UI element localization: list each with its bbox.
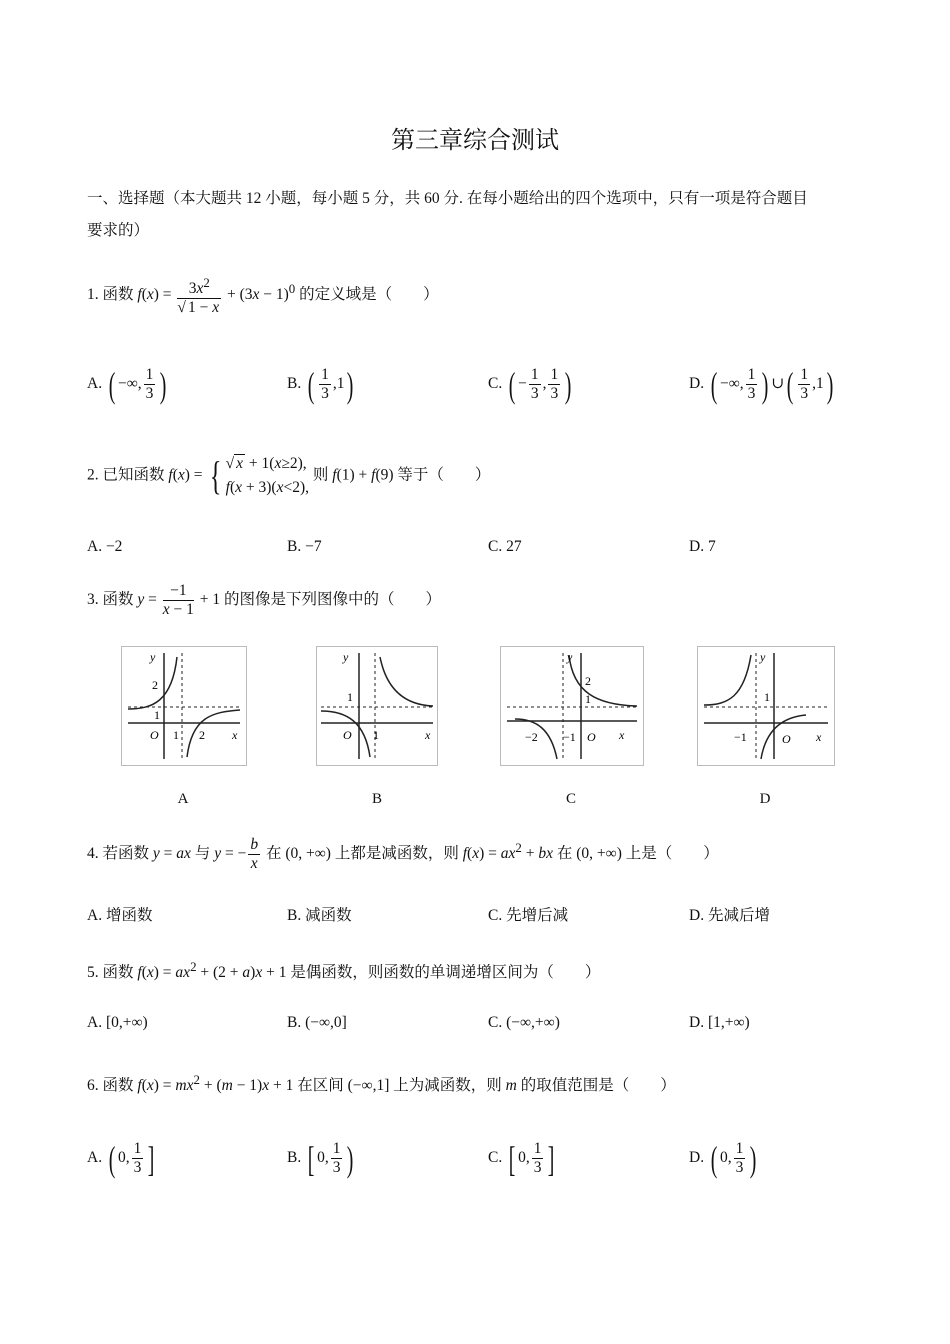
q6-option-c[interactable]: C. [ 0, $\frac{1}{3}$ ] xyxy=(488,1138,555,1179)
svg-text:O: O xyxy=(782,732,791,746)
q4-option-c[interactable]: C. 先增后减 xyxy=(488,907,569,924)
q1-option-d[interactable]: D. ( −∞, $\frac{1}{3}$ ) ∪( $\frac{1}{3}$ ,1) xyxy=(689,364,834,405)
page-title: 第三章综合测试 xyxy=(391,128,559,154)
svg-text:O: O xyxy=(150,728,159,742)
graph-d-plot xyxy=(698,647,834,765)
question-1: 1. 函数 f(x) = $\frac{3x^2}{√ 1 - x}$ + $(3x - 1)^0$ 的定义域是（ ） xyxy=(87,275,439,317)
svg-text:1: 1 xyxy=(154,708,160,722)
svg-text:x: x xyxy=(816,730,822,744)
q1-prefix: 1. 函数 xyxy=(87,286,134,304)
q1-suffix: 的定义域是（ ） xyxy=(299,286,439,304)
svg-text:x: x xyxy=(425,728,431,742)
svg-text:x: x xyxy=(619,728,625,742)
graph-a[interactable] xyxy=(121,646,247,766)
svg-text:2: 2 xyxy=(199,728,205,742)
svg-text:2: 2 xyxy=(585,674,591,688)
q6-option-b[interactable]: B. [ 0, $\frac{1}{3}$ ) xyxy=(287,1138,354,1179)
svg-text:1: 1 xyxy=(764,690,770,704)
q4-option-d[interactable]: D. 先减后增 xyxy=(689,907,770,924)
graph-label-b: B xyxy=(371,791,382,807)
svg-text:−1: −1 xyxy=(563,730,576,744)
svg-text:y: y xyxy=(760,650,766,664)
svg-text:y: y xyxy=(343,650,349,664)
q2-option-b[interactable]: B. −7 xyxy=(287,538,322,555)
section-instructions-line2: 要求的） xyxy=(87,222,150,239)
question-3: 3. 函数 y = $\frac{-1}{x - 1}$ + 1 的图像是下列图像中的（ ） xyxy=(87,582,442,618)
question-5: 5. 函数 $f(x) = ax^2 + (2 + a)x + 1$ 是偶函数，则函数的单调递增区间为（ ） xyxy=(87,959,601,982)
q6-option-d[interactable]: D. ( 0, $\frac{1}{3}$ ) xyxy=(689,1138,757,1179)
graph-b-plot xyxy=(317,647,437,765)
graph-b[interactable] xyxy=(316,646,438,766)
question-6: 6. 函数 $f(x) = mx^2 + (m - 1)x + 1$ 在区间 (−∞,1] 上为减函数，则 m 的取值范围是（ ） xyxy=(87,1072,676,1095)
graph-a-plot xyxy=(122,647,246,765)
svg-text:−1: −1 xyxy=(734,730,747,744)
q6-option-a[interactable]: A. ( 0, $\frac{1}{3}$ ] xyxy=(87,1138,155,1179)
q1-option-b[interactable]: B. ( $\frac{1}{3}$ ,1) xyxy=(287,364,354,405)
svg-text:1: 1 xyxy=(173,728,179,742)
graph-label-a: A xyxy=(177,791,189,807)
q1-option-a[interactable]: A. ( −∞, $\frac{1}{3}$ ) xyxy=(87,364,167,405)
svg-text:1: 1 xyxy=(373,728,379,742)
graph-d[interactable] xyxy=(697,646,835,766)
q5-option-d[interactable]: D. [1,+∞) xyxy=(689,1014,750,1031)
q2-option-c[interactable]: C. 27 xyxy=(488,538,522,555)
svg-text:y: y xyxy=(567,650,573,664)
svg-text:1: 1 xyxy=(585,692,591,706)
svg-text:x: x xyxy=(232,728,238,742)
svg-text:1: 1 xyxy=(347,690,353,704)
q1-option-c[interactable]: C. ( − $\frac{1}{3}$ , $\frac{1}{3}$ ) xyxy=(488,364,572,405)
svg-text:−2: −2 xyxy=(525,730,538,744)
svg-text:y: y xyxy=(150,650,156,664)
question-4: 4. 若函数 y = ax 与 y = − $\frac{b}{x}$ 在 (0, +∞) 上都是减函数，则 $f(x) = ax^2$ + bx 在 (0, +∞) 上是（ ） xyxy=(87,836,719,872)
graph-c[interactable] xyxy=(500,646,644,766)
svg-text:O: O xyxy=(587,730,596,744)
q5-option-c[interactable]: C. (−∞,+∞) xyxy=(488,1014,560,1031)
q2-option-d[interactable]: D. 7 xyxy=(689,538,716,555)
q5-option-a[interactable]: A. [0,+∞) xyxy=(87,1014,148,1031)
graph-label-c: C xyxy=(565,791,576,807)
section-instructions-line1: 一、选择题（本大题共 12 小题，每小题 5 分，共 60 分. 在每小题给出的四个选项中，只有一项是符合题目 xyxy=(87,190,808,207)
svg-text:O: O xyxy=(343,728,352,742)
svg-text:2: 2 xyxy=(152,678,158,692)
q2-option-a[interactable]: A. −2 xyxy=(87,538,123,555)
q4-option-a[interactable]: A. 增函数 xyxy=(87,907,153,924)
q5-option-b[interactable]: B. (−∞,0] xyxy=(287,1014,347,1031)
graph-c-plot xyxy=(501,647,643,765)
q4-option-b[interactable]: B. 减函数 xyxy=(287,907,352,924)
question-2: 2. 已知函数 f(x) = { √ x + 1(x≥2), f(x + 3)(x<2), 则 f(1) + f(9) 等于（ ） xyxy=(87,453,491,498)
graph-label-d: D xyxy=(759,791,771,807)
